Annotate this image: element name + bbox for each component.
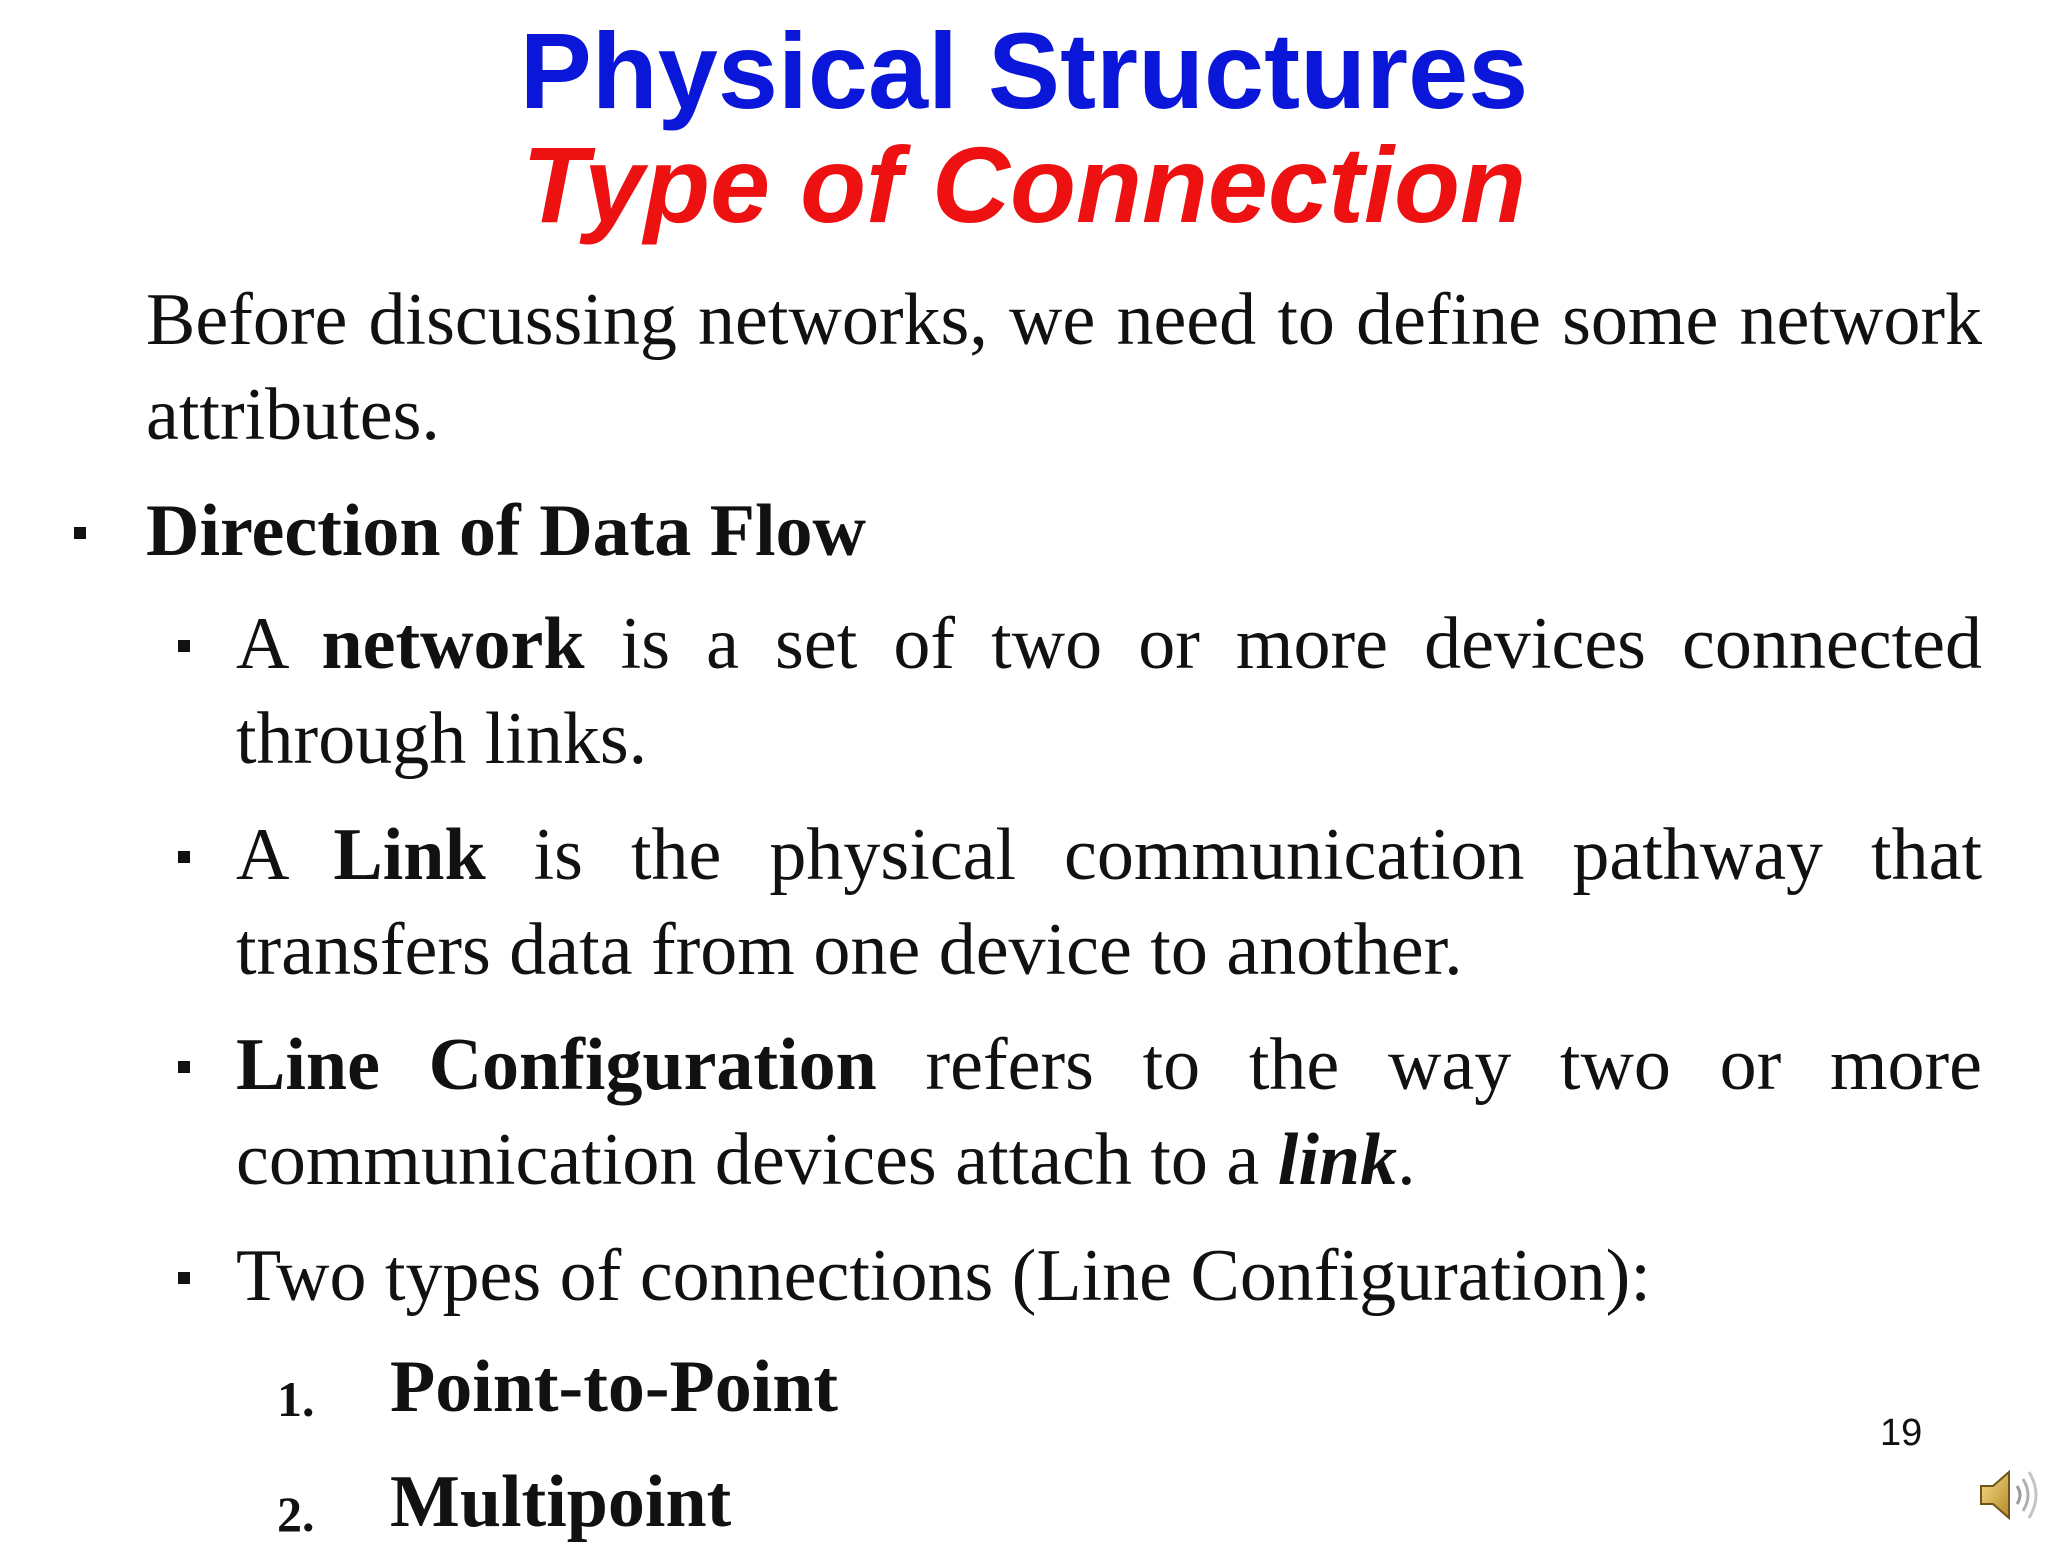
slide-subtitle: Type of Connection (522, 124, 1526, 245)
list-item-network (236, 597, 1982, 787)
item-term: Line Configuration (236, 1024, 877, 1106)
item-description: is a set of two or more devices connected through links. (236, 603, 1983, 780)
numbered-label: 1. (277, 1371, 315, 1427)
item-term: network (321, 603, 585, 685)
intro-paragraph: Before discussing networks, we need to define some network attributes. (146, 279, 1982, 456)
item-end: . (1397, 1119, 1416, 1201)
item-term: Link (333, 814, 486, 896)
sub-bullet-marker (178, 640, 190, 652)
sub-bullet-marker (178, 851, 190, 863)
item-prefix: A (236, 814, 334, 896)
speaker-icon[interactable] (1975, 1462, 2045, 1528)
sub-bullet-marker (178, 1061, 190, 1073)
item-description: is the physical communication pathway that transfers data from one device to another. (236, 814, 1983, 991)
section-heading: Direction of Data Flow (146, 490, 866, 572)
numbered-item-point-to-point: Point-to-Point (390, 1346, 839, 1428)
page-number: 19 (1880, 1412, 1923, 1454)
item-description: refers to the way two or more communication devices attach to a (236, 1024, 1983, 1201)
item-prefix: A (236, 603, 322, 685)
list-item-link (236, 808, 1982, 998)
numbered-label: 2. (277, 1486, 315, 1542)
list-item-line-configuration (236, 1018, 1982, 1208)
item-emphasis: link (1277, 1119, 1398, 1201)
bullet-marker (74, 527, 86, 539)
slide-title: Physical Structures (519, 10, 1529, 131)
sub-bullet-marker (178, 1272, 190, 1284)
list-item-connection-types: Two types of connections (Line Configuration): (236, 1235, 1651, 1317)
numbered-item-multipoint: Multipoint (390, 1461, 732, 1543)
